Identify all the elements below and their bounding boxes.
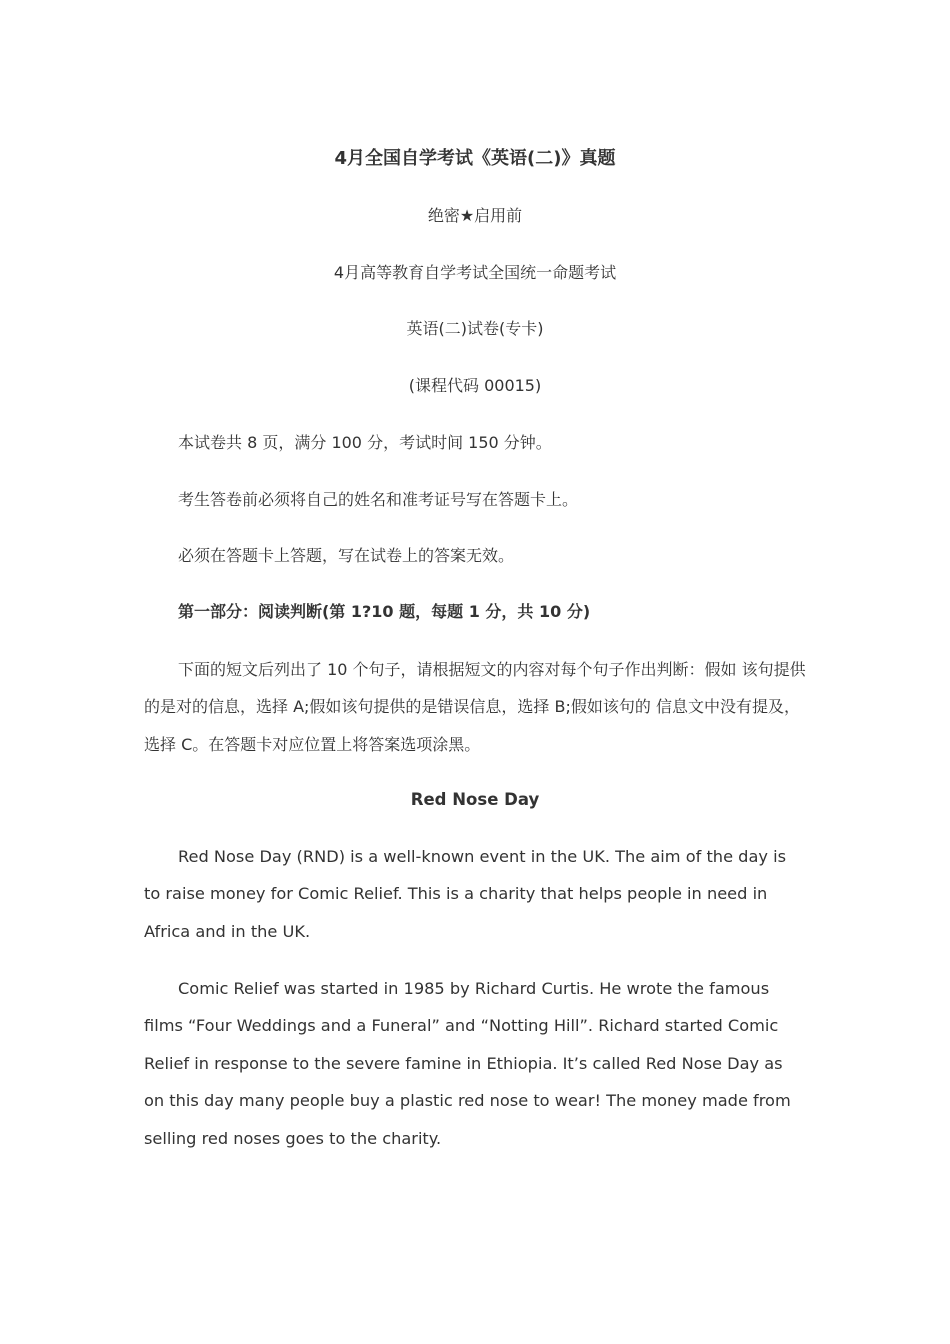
part1-description: 下面的短文后列出了 10 个句子，请根据短文的内容对每个句子作出判断：假如 该句提供的是对的信息，选择 A;假如该句提供的是错误信息，选择 B;假如该句的 信息文中没有提及，选择 C。在答题卡对应位置上将答案选项涂黑。 bbox=[144, 660, 806, 754]
instruction-pages: 本试卷共 8 页，满分 100 分，考试时间 150 分钟。 bbox=[178, 433, 552, 452]
exam-name: 4月高等教育自学考试全国统一命题考试 bbox=[333, 263, 617, 282]
paper-name: 英语(二)试卷(专卡) bbox=[406, 319, 544, 338]
part1-heading: 第一部分：阅读判断(第 1?10 题，每题 1 分，共 10 分) bbox=[178, 602, 591, 621]
passage-paragraph-2: Comic Relief was started in 1985 by Richard Curtis. He wrote the famous films “Four Weddings and a Funeral” and “Notting Hill”. Richard started Comic Relief in response to the severe famine in Ethiopia. It’s called Red Nose Day as on this day many people buy a plastic red nose to wear! The money made from selling red noses goes to the charity. bbox=[144, 979, 791, 1148]
passage-paragraph-1: Red Nose Day (RND) is a well-known event in the UK. The aim of the day is to raise money for Comic Relief. This is a charity that helps people in need in Africa and in the UK. bbox=[144, 847, 787, 941]
instruction-name: 考生答卷前必须将自己的姓名和准考证号写在答题卡上。 bbox=[178, 490, 579, 509]
secret-label: 绝密★启用前 bbox=[427, 206, 523, 225]
instruction-answer-card: 必须在答题卡上答题，写在试卷上的答案无效。 bbox=[178, 546, 515, 565]
passage-title: Red Nose Day bbox=[410, 790, 540, 809]
course-code: (课程代码 00015) bbox=[408, 376, 542, 395]
document-title: 4月全国自学考试《英语(二)》真题 bbox=[334, 148, 616, 169]
